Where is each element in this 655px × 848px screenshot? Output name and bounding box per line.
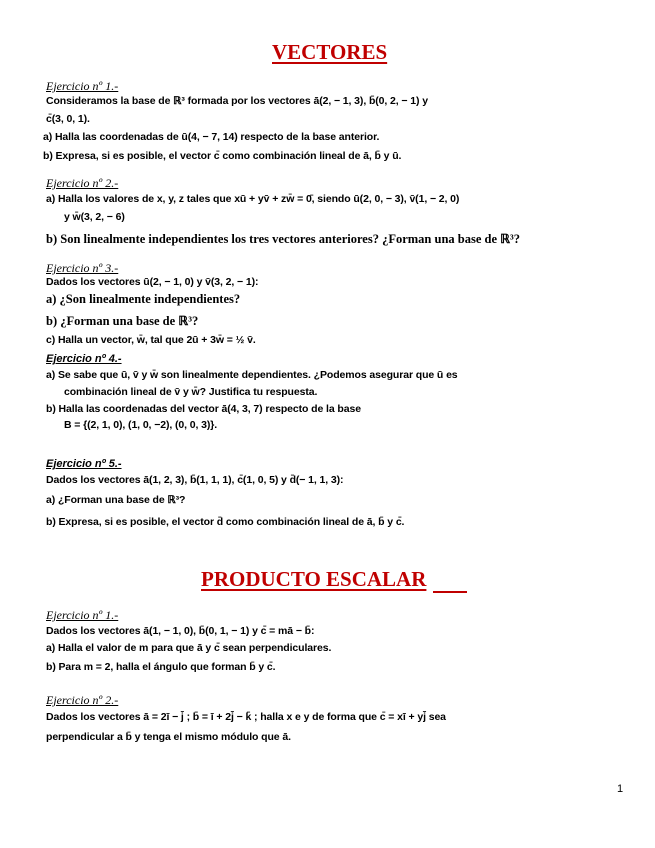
exercise-heading: Ejercicio nº 2.-: [46, 176, 119, 190]
exercise-heading: Ejercicio nº 1.-: [46, 608, 119, 622]
exercise-item: b) ¿Forman una base de ℝ³?: [46, 314, 199, 328]
exercise-heading: Ejercicio nº 3.-: [46, 261, 119, 275]
exercise-item: a) Halla las coordenadas de ū(4, − 7, 14) respecto de la base anterior.: [43, 131, 380, 143]
exercise-text: Dados los vectores ū(2, − 1, 0) y v̄(3, 2, − 1):: [46, 276, 259, 288]
section-title-vectores: VECTORES: [272, 40, 388, 64]
exercise-item: a) Halla los valores de x, y, z tales que xū + yv̄ + zw̄ = 0̄, siendo ū(2, 0, − 3), v̄(1, − 2, 0): [46, 193, 460, 205]
exercise-item: y w̄(3, 2, − 6): [64, 211, 125, 223]
exercise-text: Dados los vectores ā(1, − 1, 0), b̄(0, 1, − 1) y c̄ = mā − b̄:: [46, 625, 315, 637]
exercise-item: c) Halla un vector, w̄, tal que 2ū + 3w̄ = ½ v̄.: [46, 334, 256, 346]
exercise-heading: Ejercicio nº 2.-: [46, 693, 119, 707]
exercise-text: perpendicular a b̄ y tenga el mismo módulo que ā.: [46, 731, 291, 743]
exercise-item: a) Se sabe que ū, v̄ y w̄ son linealmente dependientes. ¿Podemos asegurar que ū es: [46, 369, 458, 381]
title-underline-extension: [433, 591, 467, 593]
exercise-text: Consideramos la base de ℝ³ formada por los vectores ā(2, − 1, 3), b̄(0, 2, − 1) y: [46, 95, 428, 107]
exercise-item: b) Halla las coordenadas del vector ā(4, 3, 7) respecto de la base: [46, 403, 361, 415]
exercise-text: c̄(3, 0, 1).: [46, 113, 90, 125]
exercise-item: b) Para m = 2, halla el ángulo que forman b̄ y c̄.: [46, 661, 276, 673]
exercise-item: b) Son linealmente independientes los tres vectores anteriores? ¿Forman una base de ℝ³?: [46, 232, 521, 246]
section-title-producto-escalar: PRODUCTO ESCALAR: [201, 567, 427, 591]
exercise-text: Dados los vectores ā(1, 2, 3), b̄(1, 1, 1), c̄(1, 0, 5) y d̄(− 1, 1, 3):: [46, 474, 344, 486]
exercise-heading: Ejercicio nº 4.-: [46, 353, 122, 365]
exercise-heading: Ejercicio nº 1.-: [46, 79, 119, 93]
page-number: 1: [617, 783, 624, 795]
exercise-item: a) ¿Son linealmente independientes?: [46, 292, 241, 306]
exercise-heading: Ejercicio nº 5.-: [46, 458, 122, 470]
exercise-item: a) ¿Forman una base de ℝ³?: [46, 494, 186, 506]
exercise-item: b) Expresa, si es posible, el vector d̄ como combinación lineal de ā, b̄ y c̄.: [46, 516, 405, 528]
exercise-item: a) Halla el valor de m para que ā y c̄ sean perpendiculares.: [46, 642, 332, 654]
exercise-item: b) Expresa, si es posible, el vector c̄ como combinación lineal de ā, b̄ y ū.: [43, 150, 402, 162]
exercise-item: combinación lineal de v̄ y w̄? Justifica tu respuesta.: [64, 386, 318, 398]
exercise-item: B = {(2, 1, 0), (1, 0, −2), (0, 0, 3)}.: [64, 419, 218, 431]
exercise-text: Dados los vectores ā = 2ī − j̄ ; b̄ = ī + 2j̄ − k̄ ; halla x e y de forma que c̄ = xī + yj̄ sea: [46, 711, 446, 723]
